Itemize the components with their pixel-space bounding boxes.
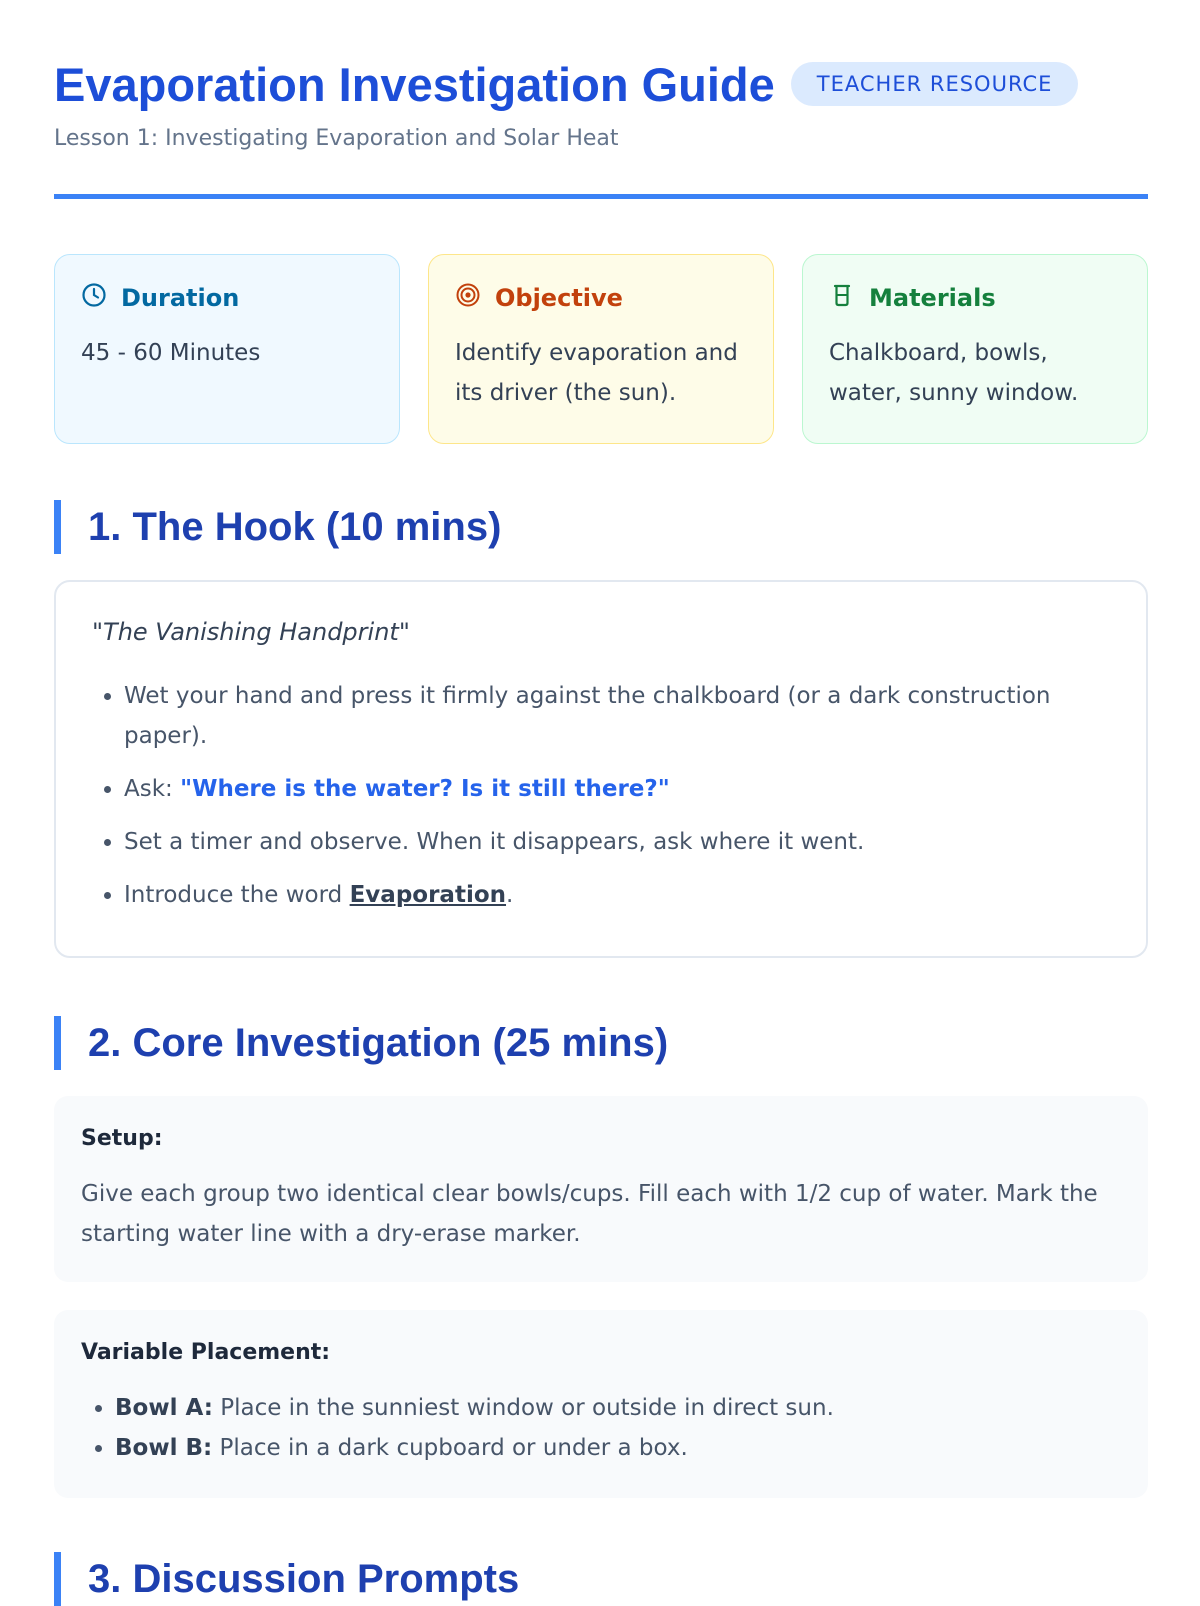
variable-placement-box [54, 1310, 1148, 1498]
core-section-heading: 2. Core Investigation (25 mins) [54, 1016, 668, 1070]
bowl-b-text: Place in a dark cupboard or under a box. [212, 1435, 688, 1461]
variable-placement-label: Variable Placement: [81, 1340, 331, 1365]
hook-step-2-question: "Where is the water? Is it still there?" [180, 776, 670, 802]
objective-card-text: Identify evaporation and its driver (the sun). [455, 340, 738, 406]
evaporation-term: Evaporation [349, 882, 507, 908]
duration-card-title: Duration [121, 284, 240, 312]
title-row [54, 52, 1148, 116]
hook-quote: "The Vanishing Handprint" [92, 618, 410, 646]
hook-section-heading: 1. The Hook (10 mins) [54, 500, 501, 554]
info-cards [54, 254, 1148, 444]
beaker-icon [829, 282, 869, 314]
clock-icon [81, 282, 121, 314]
objective-card-header [455, 283, 747, 313]
hook-steps-list [92, 676, 1110, 915]
list-item [115, 1388, 1121, 1428]
hook-step-4-prefix: Introduce the word [124, 882, 350, 908]
hook-step-3-text: Set a timer and observe. When it disappears, ask where it went. [124, 829, 865, 855]
header-divider [54, 194, 1148, 199]
hook-step-4-suffix: . [506, 882, 514, 908]
hook-box [54, 580, 1148, 958]
hook-step-2-prefix: Ask: [124, 776, 181, 802]
list-item [124, 676, 1110, 756]
duration-card-header [81, 283, 373, 313]
materials-card-header [829, 283, 1121, 313]
setup-box [54, 1096, 1148, 1282]
duration-card-text: 45 - 60 Minutes [81, 340, 261, 366]
hook-step-1-text: Wet your hand and press it firmly against the chalkboard (or a dark construction paper). [124, 683, 1051, 749]
page-title: Evaporation Investigation Guide [54, 57, 775, 111]
page-subtitle: Lesson 1: Investigating Evaporation and Solar Heat [54, 126, 619, 151]
materials-card-text: Chalkboard, bowls, water, sunny window. [829, 340, 1079, 406]
materials-card-title: Materials [869, 284, 996, 312]
setup-text: Give each group two identical clear bowls/cups. Fill each with 1/2 cup of water. Mark the starting water line with a dry-erase marker. [81, 1181, 1098, 1247]
bowl-b-label: Bowl B: [115, 1435, 213, 1461]
bowl-a-label: Bowl A: [115, 1395, 213, 1421]
variable-placement-list [81, 1388, 1121, 1468]
list-item [115, 1428, 1121, 1468]
teacher-resource-badge: TEACHER RESOURCE [791, 62, 1079, 106]
list-item [124, 875, 1110, 915]
header [54, 52, 1148, 156]
objective-card [428, 254, 774, 444]
duration-card [54, 254, 400, 444]
objective-card-title: Objective [495, 284, 623, 312]
list-item [124, 822, 1110, 862]
bowl-a-text: Place in the sunniest window or outside in direct sun. [212, 1395, 834, 1421]
list-item [124, 769, 1110, 809]
discussion-section-heading: 3. Discussion Prompts [54, 1552, 519, 1606]
target-icon [455, 282, 495, 314]
setup-label: Setup: [81, 1126, 163, 1151]
materials-card [802, 254, 1148, 444]
